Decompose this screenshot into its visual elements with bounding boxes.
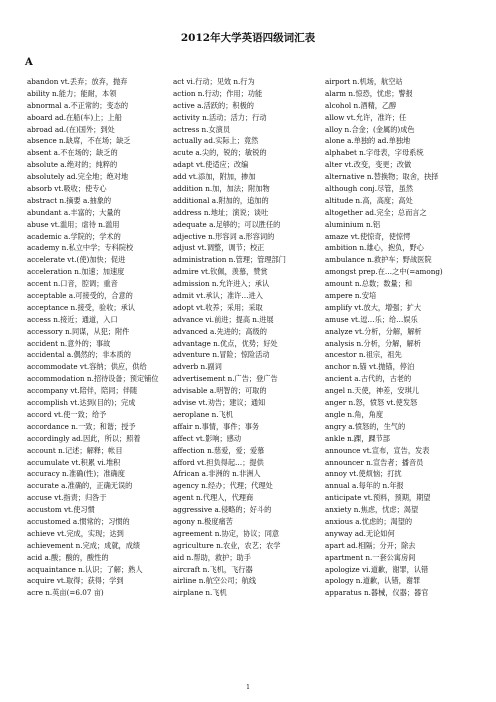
vocab-entry: agriculture n.农业，农艺；农学 xyxy=(173,540,281,550)
vocab-entry: alarm n.惊恐，忧虑；警报 xyxy=(325,88,413,98)
vocab-entry: amplify vt.放大，增强；扩大 xyxy=(325,302,422,312)
vocab-entry: acceptable a.可接受的，合意的 xyxy=(27,291,133,301)
vocab-entry: accuse vt.指责；归咎于 xyxy=(27,493,107,503)
vocab-entry: add vt.添加，附加，掺加 xyxy=(173,172,256,182)
vocab-entry: airport n.机场，航空站 xyxy=(325,77,403,86)
vocab-entry: advertisement n.广告；登广告 xyxy=(173,374,278,384)
vocab-entry: accompany vt.陪伴，陪同；伴随 xyxy=(27,386,138,396)
vocab-entry: acute a.尖的，锐的；敏锐的 xyxy=(173,148,267,158)
vocab-entry: ambulance n.救护车；野战医院 xyxy=(325,255,432,265)
vocab-entry: aluminium n.铝 xyxy=(325,219,381,229)
vocab-entry: amuse vt.逗…乐；给…娱乐 xyxy=(325,314,418,324)
vocab-entry: abroad ad.(在)国外；到处 xyxy=(27,124,115,134)
vocab-entry: absolute a.绝对的；纯粹的 xyxy=(27,160,118,170)
vocab-entry: abundant a.丰富的；大量的 xyxy=(27,207,121,217)
vocab-entry: adventure n.冒险；惊险活动 xyxy=(173,350,270,360)
vocab-entry: address n.地址；演说；谈吐 xyxy=(173,207,269,217)
vocab-entry: aircraft n.飞机，飞行器 xyxy=(173,564,253,574)
vocab-entry: ancient a.古代的，古老的 xyxy=(325,374,412,384)
vocab-entry: apology n.道歉，认错，谢罪 xyxy=(325,576,421,586)
vocab-entry: accustom vt.使习惯 xyxy=(27,505,95,515)
vocab-entry: amaze vt.使惊奇，使惊愕 xyxy=(325,231,411,241)
vocab-entry: analyze vt.分析，分解，解析 xyxy=(325,326,422,336)
vocab-entry: acquaintance n.认识；了解；熟人 xyxy=(27,564,143,574)
vocab-entry: admission n.允许进入；承认 xyxy=(173,279,270,289)
vocab-entry: adverb n.副词 xyxy=(173,362,222,372)
vocab-entry: accelerate vt.(使)加快；促进 xyxy=(27,255,126,265)
vocab-entry: anxious a.忧虑的；渴望的 xyxy=(325,516,413,526)
vocab-entry: although conj.尽管，虽然 xyxy=(325,184,414,194)
vocab-entry: alcohol n.酒精，乙醇 xyxy=(325,100,397,110)
vocab-entry: alone a.单独的 ad.单独地 xyxy=(325,136,411,146)
vocab-entry: action n.行动；作用；功能 xyxy=(173,88,263,98)
vocab-entry: apparatus n.器械，仪器；器官 xyxy=(325,588,429,598)
vocab-entry: alternative n.替换物；取舍，抉择 xyxy=(325,172,439,182)
vocab-column-2 xyxy=(173,76,323,599)
vocab-entry: adapt vt.使适应；改编 xyxy=(173,160,249,170)
vocab-entry: actually ad.实际上；竟然 xyxy=(173,136,259,146)
vocab-entry: ampere n.安培 xyxy=(325,291,377,301)
vocab-entry: alloy n.合金；(金属的)成色 xyxy=(325,124,415,134)
vocab-entry: aboard ad.在船(车)上；上船 xyxy=(27,112,122,122)
vocab-entry: account n.记述；解释；帐目 xyxy=(27,445,123,455)
vocab-entry: accessory n.同谋，从犯；附件 xyxy=(27,326,130,336)
vocab-entry: airplane n.飞机 xyxy=(173,588,227,598)
vocab-entry: academy n.私立中学；专科院校 xyxy=(27,243,134,253)
vocab-entry: anger n.怒，愤怒 vt.使发怒 xyxy=(325,398,418,408)
vocab-entry: accurate a.准确的，正确无误的 xyxy=(27,481,133,491)
vocab-entry: abnormal a.不正常的；变态的 xyxy=(27,100,129,110)
vocab-entry: ancestor n.祖宗，祖先 xyxy=(325,350,402,360)
vocab-entry: acid a.酸；酸的，酸性的 xyxy=(27,552,109,562)
vocab-entry: achieve vt.完成，实现；达到 xyxy=(27,528,124,538)
vocab-entry: anxiety n.焦虑，忧虑；渴望 xyxy=(325,505,419,515)
vocab-entry: accommodate vt.容纳；供应，供给 xyxy=(27,362,147,372)
vocab-entry: absolutely ad.完全地；绝对地 xyxy=(27,172,129,182)
vocab-entry: ambition n.雄心，抱负，野心 xyxy=(325,243,424,253)
vocab-entry: abstract n.摘要 a.抽象的 xyxy=(27,195,112,205)
vocab-entry: annoy vt.使烦恼；打扰 xyxy=(325,469,402,479)
vocab-column-1 xyxy=(27,76,177,599)
vocab-entry: allow vt.允许，准许；任 xyxy=(325,112,407,122)
vocab-entry: angry a.愤怒的，生气的 xyxy=(325,421,406,431)
vocab-entry: advanced a.先进的；高级的 xyxy=(173,326,267,336)
vocab-entry: agent n.代理人，代理商 xyxy=(173,493,254,503)
vocab-entry: accordingly ad.因此，所以；照着 xyxy=(27,433,141,443)
page-title: 2012年大学英语四级词汇表 xyxy=(180,32,316,44)
vocab-entry: afford vt.担负得起…；提供 xyxy=(173,457,264,467)
vocab-entry: accommodation n.招待设备；预定铺位 xyxy=(27,374,159,384)
vocab-entry: advisable a.明智的；可取的 xyxy=(173,386,267,396)
vocab-entry: apartment n.一套公寓房间 xyxy=(325,552,416,562)
vocab-entry: active a.活跃的；积极的 xyxy=(173,100,254,110)
vocab-entry: alphabet n.字母表，字母系统 xyxy=(325,148,424,158)
vocab-column-3 xyxy=(325,76,475,599)
vocab-entry: amongst prep.在…之中(=among) xyxy=(325,267,443,277)
vocab-entry: absorb vt.吸收；使专心 xyxy=(27,184,107,194)
vocab-entry: apologize vi.道歉，谢罪，认错 xyxy=(325,564,429,574)
vocab-entry: ankle n.踝，踝节部 xyxy=(325,433,390,443)
vocab-entry: abandon vt.丢弃；放弃，抛弃 xyxy=(27,77,128,86)
vocab-entry: anyway ad.无论如何 xyxy=(325,528,395,538)
vocab-entry: angel n.天使，神差，安琪儿 xyxy=(325,386,419,396)
vocab-entry: advantage n.优点，优势；好处 xyxy=(173,338,278,348)
section-letter: A xyxy=(25,57,33,68)
vocab-entry: altogether ad.完全；总而言之 xyxy=(325,207,427,217)
vocab-entry: accomplish vt.达到(目的)；完成 xyxy=(27,398,136,408)
vocab-entry: airline n.航空公司；航线 xyxy=(173,576,257,586)
vocab-entry: absence n.缺席，不在场；缺乏 xyxy=(27,136,131,146)
vocab-entry: anticipate vt.预料，预期，期望 xyxy=(325,493,431,503)
vocab-entry: affair n.事情，事件；事务 xyxy=(173,421,260,431)
vocab-entry: adopt vt.收养；采用；采取 xyxy=(173,302,263,312)
vocab-entry: affection n.慈爱，爱；爱慕 xyxy=(173,445,265,455)
vocab-entry: accidental a.偶然的；非本质的 xyxy=(27,350,131,360)
vocab-entry: acceleration n.加速；加速度 xyxy=(27,267,125,277)
vocab-entry: accuracy n.准确(性)；准确度 xyxy=(27,469,125,479)
vocab-entry: admire vt.钦佩，羡慕，赞赏 xyxy=(173,267,268,277)
vocab-entry: anchor n.锚 vt.抛锚，停泊 xyxy=(325,362,415,372)
vocab-entry: advise vt.劝告；建议；通知 xyxy=(173,398,266,408)
vocab-entry: advance vi.前进；提高 n.进展 xyxy=(173,314,274,324)
vocab-entry: announcer n.宣告者；播音员 xyxy=(325,457,424,467)
vocab-entry: agony n.极度痛苦 xyxy=(173,516,233,526)
vocab-entry: acceptance n.接受，验收；承认 xyxy=(27,302,135,312)
vocab-entry: annual a.每年的 n.年报 xyxy=(325,481,404,491)
vocab-entry: aid n.帮助，救护；助手 xyxy=(173,552,251,562)
vocab-entry: agency n.经办；代理；代理处 xyxy=(173,481,273,491)
vocab-entry: analysis n.分析，分解，解析 xyxy=(325,338,421,348)
vocab-entry: acre n.英亩(=6.07 亩) xyxy=(27,588,104,598)
vocab-entry: admit vt.承认；准许…进入 xyxy=(173,291,263,301)
vocab-entry: academic a.学院的；学术的 xyxy=(27,231,121,241)
vocab-entry: African a.非洲的 n.非洲人 xyxy=(173,469,261,479)
vocab-entry: alter vt.改变，变更；改做 xyxy=(325,160,412,170)
vocab-entry: announce vt.宣布，宣告，发表 xyxy=(325,445,430,455)
vocab-entry: administration n.管理；管理部门 xyxy=(173,255,286,265)
vocab-entry: accident n.意外的；事故 xyxy=(27,338,111,348)
vocab-entry: agreement n.协定，协议；同意 xyxy=(173,528,280,538)
vocab-entry: additional a.附加的，追加的 xyxy=(173,195,269,205)
vocab-entry: achievement n.完成；成就，成绩 xyxy=(27,540,141,550)
vocab-entry: accord vt.使一致；给予 xyxy=(27,409,107,419)
vocab-entry: altitude n.高，高度；高处 xyxy=(325,195,413,205)
vocab-entry: accordance n.一致；和谐；授予 xyxy=(27,421,136,431)
vocab-entry: adequate a.足够的；可以胜任的 xyxy=(173,219,281,229)
vocab-entry: adjective n.形容词 a.形容词的 xyxy=(173,231,275,241)
vocab-entry: accumulate vt.积累 vi.堆积 xyxy=(27,457,121,467)
vocab-entry: adjust vt.调整，调节；校正 xyxy=(173,243,265,253)
vocab-entry: acquire vt.取得；获得；学到 xyxy=(27,576,124,586)
vocab-entry: access n.接近；通道，入口 xyxy=(27,314,118,324)
vocab-entry: activity n.活动；活力；行动 xyxy=(173,112,267,122)
vocab-entry: actress n.女演员 xyxy=(173,124,231,134)
vocab-entry: absent a.不在场的；缺乏的 xyxy=(27,148,118,158)
vocab-entry: abuse vt.滥用；虐待 n.滥用 xyxy=(27,219,120,229)
vocab-entry: amount n.总数；数量；和 xyxy=(325,279,413,289)
vocab-entry: accent n.口音，腔调；重音 xyxy=(27,279,118,289)
vocab-entry: act vi.行动；见效 n.行为 xyxy=(173,77,255,86)
vocab-entry: aeroplane n.飞机 xyxy=(173,409,233,419)
vocab-entry: angle n.角，角度 xyxy=(325,409,384,419)
vocab-entry: aggressive a.侵略的；好斗的 xyxy=(173,505,272,515)
vocab-entry: addition n.加，加法；附加物 xyxy=(173,184,270,194)
vocab-entry: affect vt.影响；感动 xyxy=(173,433,242,443)
vocab-entry: accustomed a.惯常的；习惯的 xyxy=(27,516,130,526)
vocab-entry: ability n.能力；能耐，本领 xyxy=(27,88,117,98)
vocab-entry: apart ad.相隔；分开；除去 xyxy=(325,540,416,550)
page-number: 1 xyxy=(246,684,250,691)
